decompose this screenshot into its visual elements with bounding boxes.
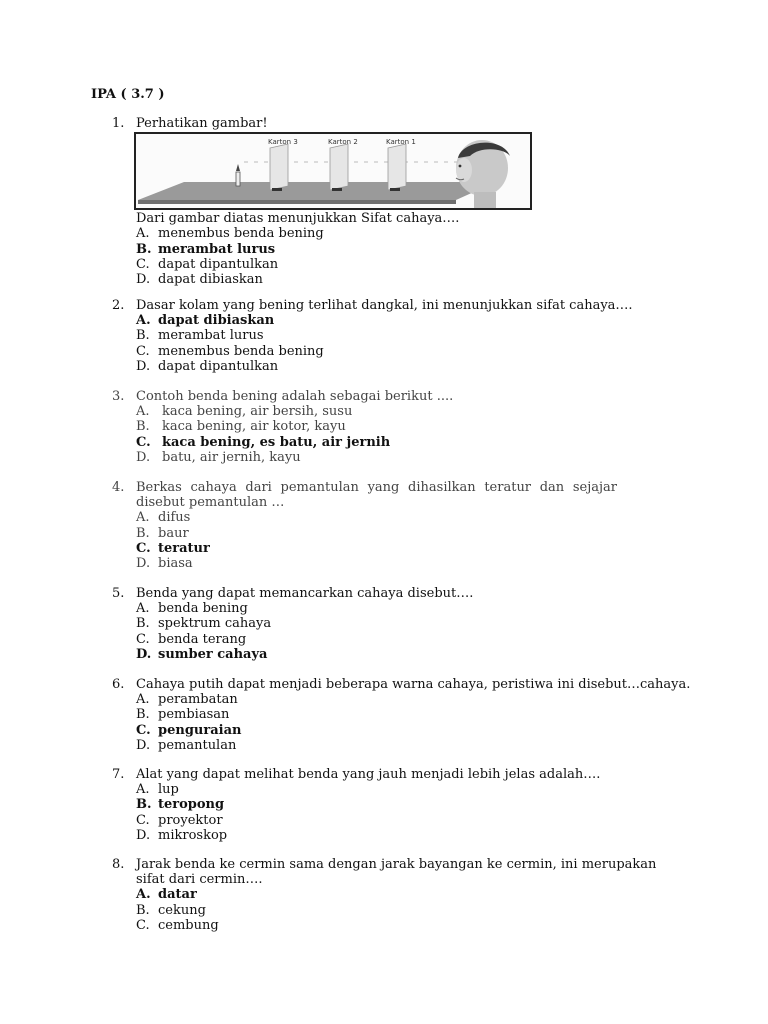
option-b: B. baur [136,525,189,541]
option-b: B. pembiasan [136,707,230,723]
question-stem: Berkas cahaya dari pemantulan yang dihasilkan teratur dan sejajar disebut pemantulan … [136,480,617,511]
option-a: A. menembus benda bening [136,226,324,242]
option-d: D. dapat dibiaskan [136,272,263,288]
option-a: A. kaca bening, air bersih, susu [136,404,353,420]
option-c: C. cembung [136,917,219,933]
option-list [136,510,692,571]
question-stem: Contoh benda bening adalah sebagai berikut .... [136,389,454,404]
question-number: 6. [112,677,125,692]
candle-icon [236,172,240,186]
option-b: B. kaca bening, air kotor, kayu [136,419,346,435]
option-a: A. difus [136,510,191,526]
question-stem: Alat yang dapat melihat benda yang jauh menjadi lebih jelas adalah…. [136,767,601,782]
question-6 [112,677,692,753]
option-c: C. dapat dipantulkan [136,256,279,272]
option-a-correct: A. datar [136,887,197,903]
question-number: 7. [112,767,125,782]
question-3 [112,389,692,465]
question-number: 4. [112,480,125,495]
option-d: D. biasa [136,556,193,572]
question-number: 8. [112,857,125,872]
option-list [136,782,692,843]
option-list [136,601,692,662]
karton-2-label: Karton 2 [328,138,358,147]
question-number: 3. [112,389,125,404]
question-stem: Dari gambar diatas menunjukkan Sifat cahaya…. [136,211,460,227]
karton-3-label: Karton 3 [268,138,298,147]
option-b: B. cekung [136,902,206,918]
option-d: D. dapat dipantulkan [136,358,279,374]
option-a: A. benda bening [136,601,248,617]
option-a: A. perambatan [136,692,238,708]
option-list [136,226,692,287]
option-c: C. proyektor [136,812,223,828]
option-a: A. lup [136,782,179,798]
option-d: D. pemantulan [136,737,237,753]
question-4 [112,480,692,571]
option-b: B. merambat lurus [136,328,264,344]
question-5 [112,586,692,662]
question-stem: Cahaya putih dapat menjadi beberapa warna cahaya, peristiwa ini disebut…cahaya. [136,677,691,692]
option-list [136,887,692,933]
karton-3 [270,144,288,190]
option-c: C. benda terang [136,631,247,647]
question-7 [112,767,692,843]
option-d-correct: D. sumber cahaya [136,646,268,662]
option-b-correct: B. teropong [136,797,225,813]
page-title: IPA ( 3.7 ) [91,87,165,102]
question-stem: Dasar kolam yang bening terlihat dangkal, ini menunjukkan sifat cahaya…. [136,298,633,313]
question-2 [112,298,692,374]
option-b-correct: B. merambat lurus [136,241,276,257]
option-list [136,313,692,374]
question-number: 5. [112,586,125,601]
question-1 [112,116,692,287]
option-d: D. mikroskop [136,827,228,843]
karton-1 [388,144,406,190]
question-number: 1. [112,116,125,131]
table-surface [138,182,496,200]
option-c: C. menembus benda bening [136,343,324,359]
karton-2 [330,144,348,190]
option-list [136,404,692,465]
light-experiment-figure [134,132,532,210]
question-stem: Benda yang dapat memancarkan cahaya disebut…. [136,586,474,601]
figure-illustration [136,134,530,208]
question-8 [112,857,692,933]
option-d: D. batu, air jernih, kayu [136,449,301,465]
option-b: B. spektrum cahaya [136,616,272,632]
option-c-correct: C. kaca bening, es batu, air jernih [136,434,391,450]
option-c-correct: C. teratur [136,540,210,556]
question-stem-top: Perhatikan gambar! [136,116,268,131]
option-a-correct: A. dapat dibiaskan [136,313,275,329]
karton-1-label: Karton 1 [386,138,416,147]
option-c-correct: C. penguraian [136,722,242,738]
option-list [136,692,692,753]
question-stem: Jarak benda ke cermin sama dengan jarak bayangan ke cermin, ini merupakan sifat dari cermin…. [136,857,657,888]
question-number: 2. [112,298,125,313]
